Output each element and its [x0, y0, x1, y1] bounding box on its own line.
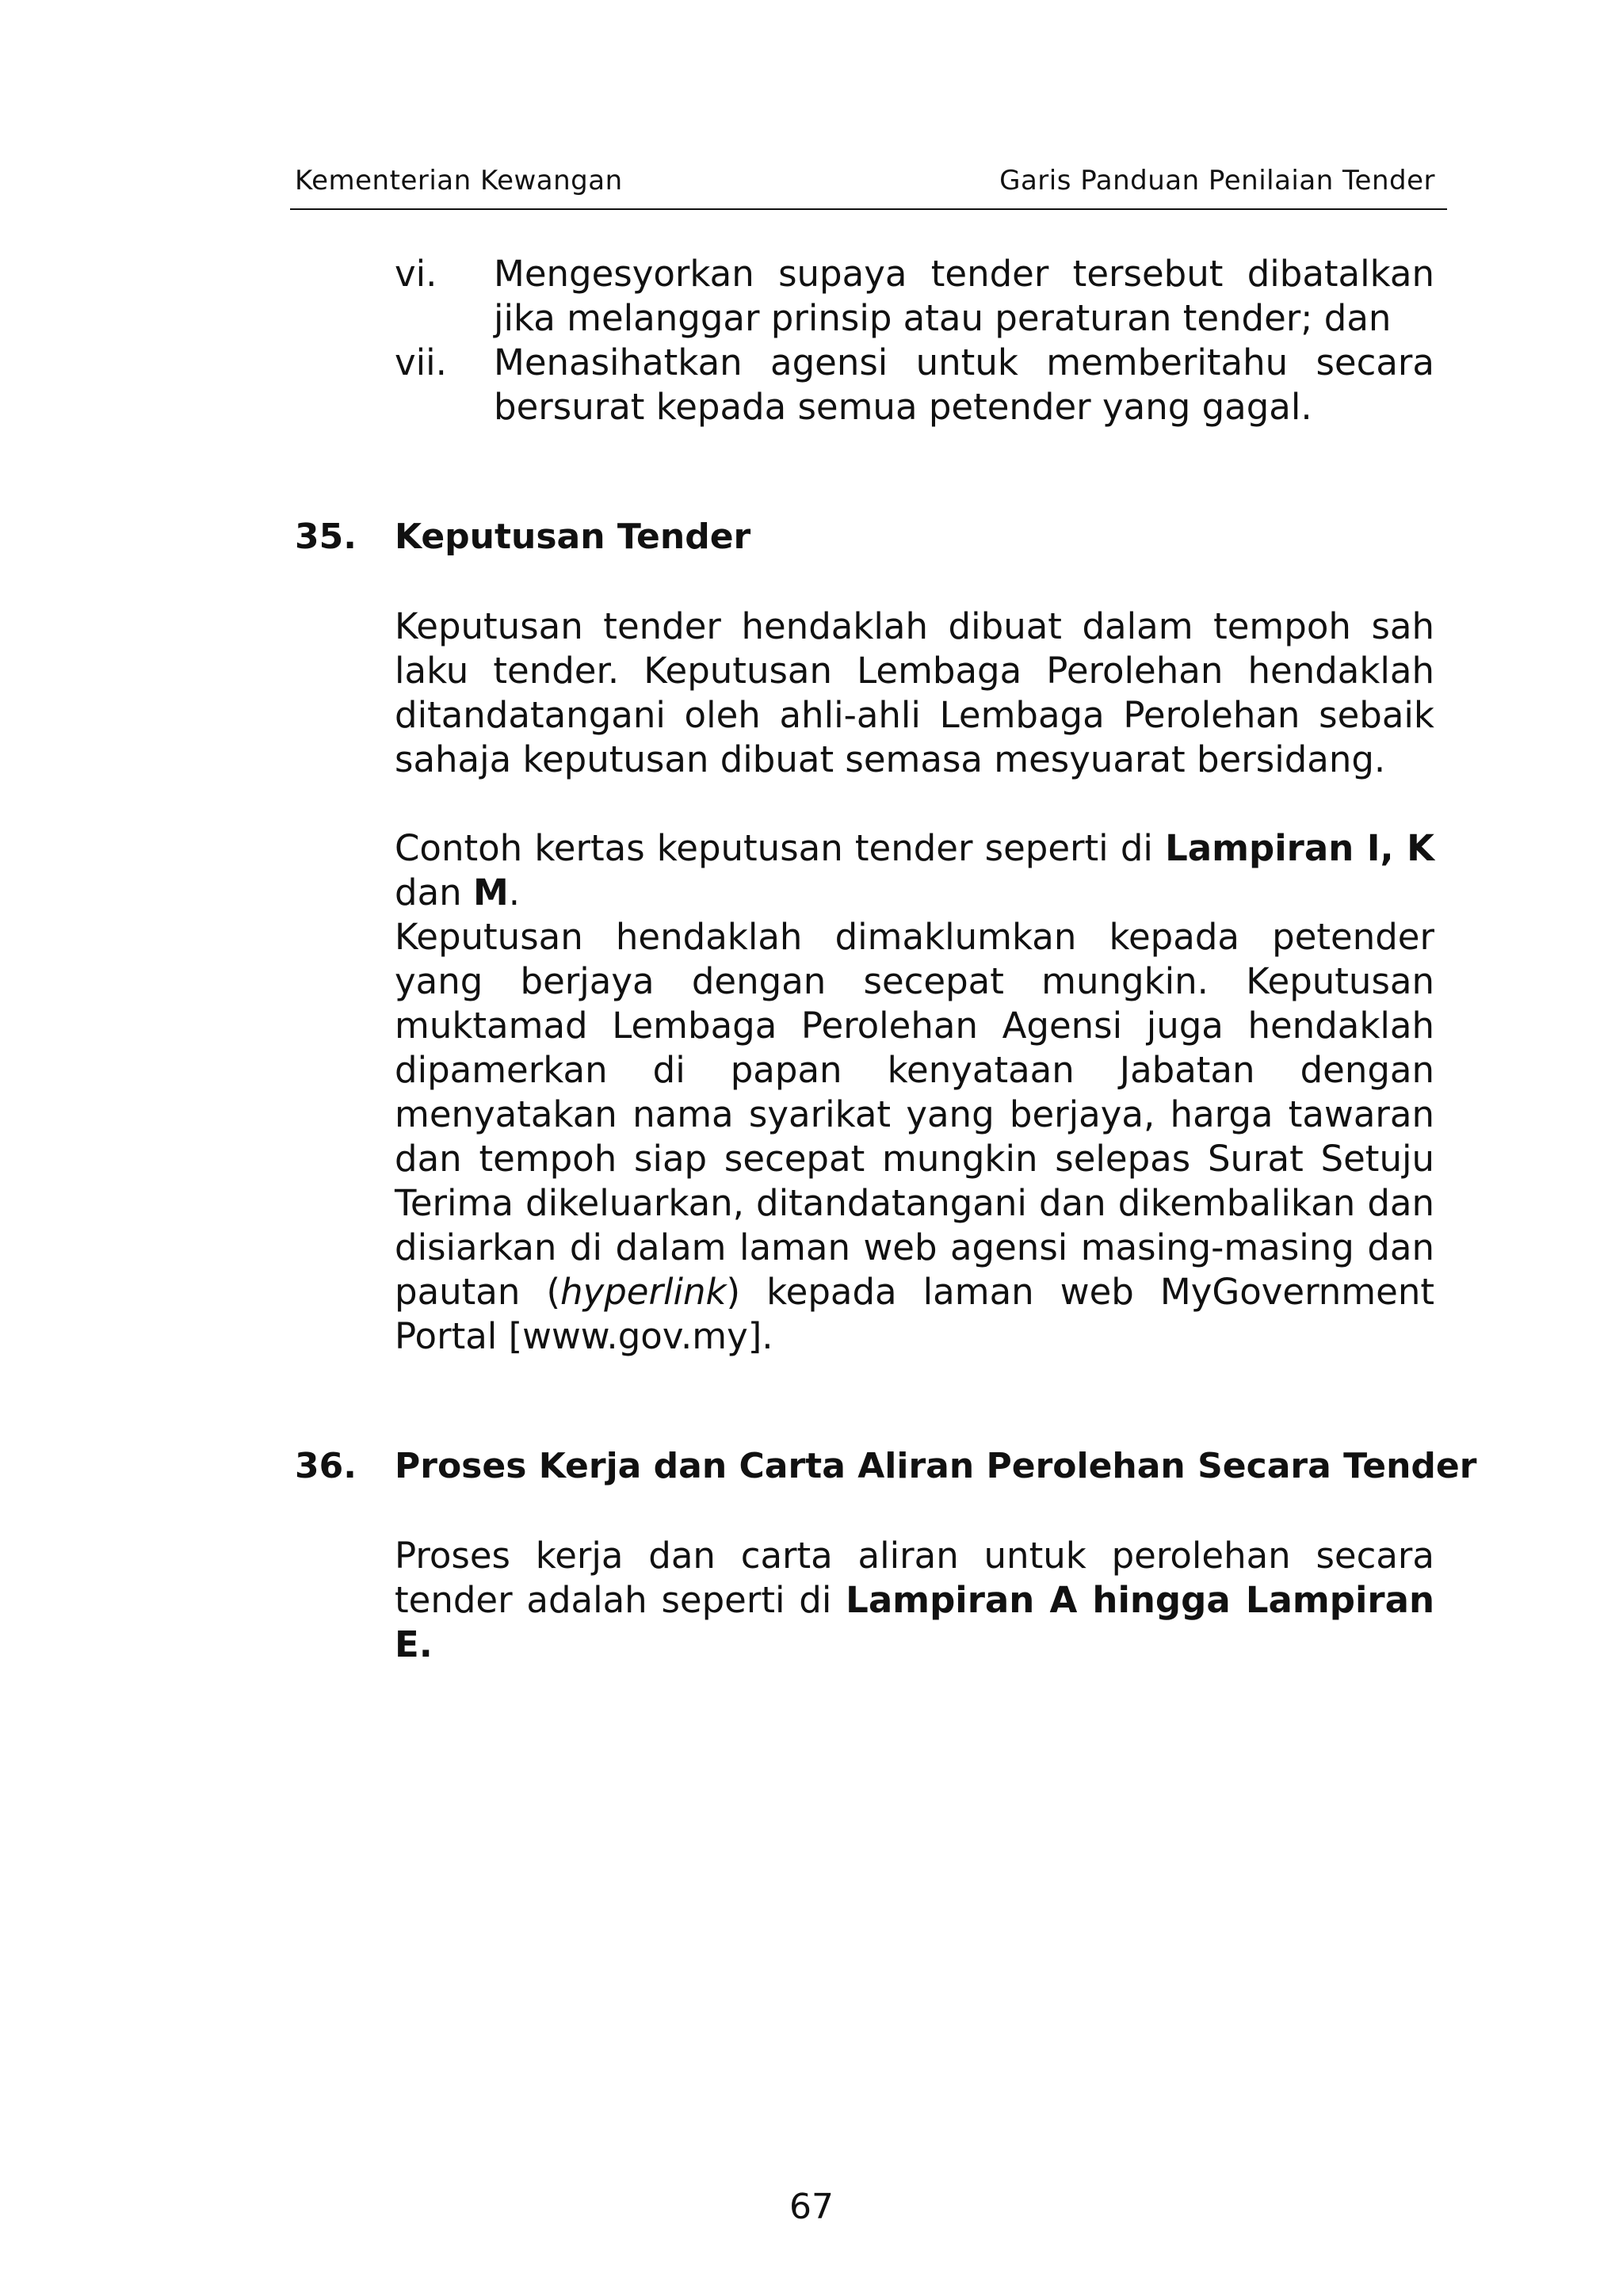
section-35-paragraph-1: Keputusan tender hendaklah dibuat dalam tempoh sah laku tender. Keputusan Lembaga Perolehan hendaklah ditandatangani oleh ahli-ahli Lembaga Perolehan sebaik sahaja keputusan dibuat semasa mesyuarat bersidang.	[395, 605, 1434, 780]
paragraph-text: Keputusan hendaklah dimaklumkan kepada petender yang berjaya dengan secepat mungkin. Keputusan muktamad Lembaga Perolehan Agensi juga hendaklah dipamerkan di papan kenyataan Jabatan dengan menyatakan nama syarikat yang berjaya, harga tawaran dan tempoh siap secepat mungkin selepas Surat Setuju Terima dikeluarkan, ditandatangani dan dikembalikan dan disiarkan di dalam laman web agensi masing-masing dan pautan (	[395, 916, 1434, 1313]
appendix-reference: Lampiran I, K	[1165, 827, 1434, 869]
paragraph-text: ) kepada laman web MyGovernment Portal [www.gov.my].	[395, 1271, 1434, 1357]
list-item-text: Mengesyorkan supaya tender tersebut dibatalkan jika melanggar prinsip atau peraturan tender; dan	[494, 253, 1434, 339]
section-35-number: 35.	[295, 517, 357, 557]
list-item-number: vii.	[395, 341, 447, 383]
appendix-reference: M	[472, 871, 509, 913]
paragraph-text: Contoh kertas keputusan tender seperti di	[395, 827, 1166, 869]
running-header-left: Kementerian Kewangan	[295, 165, 623, 196]
page-number: 67	[789, 2187, 834, 2227]
section-36-title: Proses Kerja dan Carta Aliran Perolehan Secara Tender	[395, 1446, 1477, 1486]
header-divider	[290, 208, 1447, 210]
list-item-vii	[395, 341, 1434, 429]
list-item-number: vi.	[395, 253, 437, 295]
section-35-title: Keputusan Tender	[395, 517, 751, 557]
section-35-paragraph-2	[395, 826, 1434, 915]
list-item-vi	[395, 252, 1434, 341]
paragraph-text: dan	[395, 871, 473, 913]
list-item-text: Menasihatkan agensi untuk memberitahu secara bersurat kepada semua petender yang gagal.	[494, 341, 1434, 428]
section-35-paragraph-3	[395, 915, 1434, 1359]
section-36-paragraph-1	[395, 1534, 1434, 1667]
appendix-reference: Lampiran A hingga Lampiran E.	[395, 1579, 1435, 1665]
paragraph-text: Proses kerja dan carta aliran untuk perolehan secara tender adalah seperti di	[395, 1535, 1434, 1621]
paragraph-text: .	[508, 871, 521, 913]
section-36-number: 36.	[295, 1446, 357, 1486]
italic-term: hyperlink	[560, 1271, 727, 1313]
running-header-right: Garis Panduan Penilaian Tender	[999, 165, 1435, 196]
